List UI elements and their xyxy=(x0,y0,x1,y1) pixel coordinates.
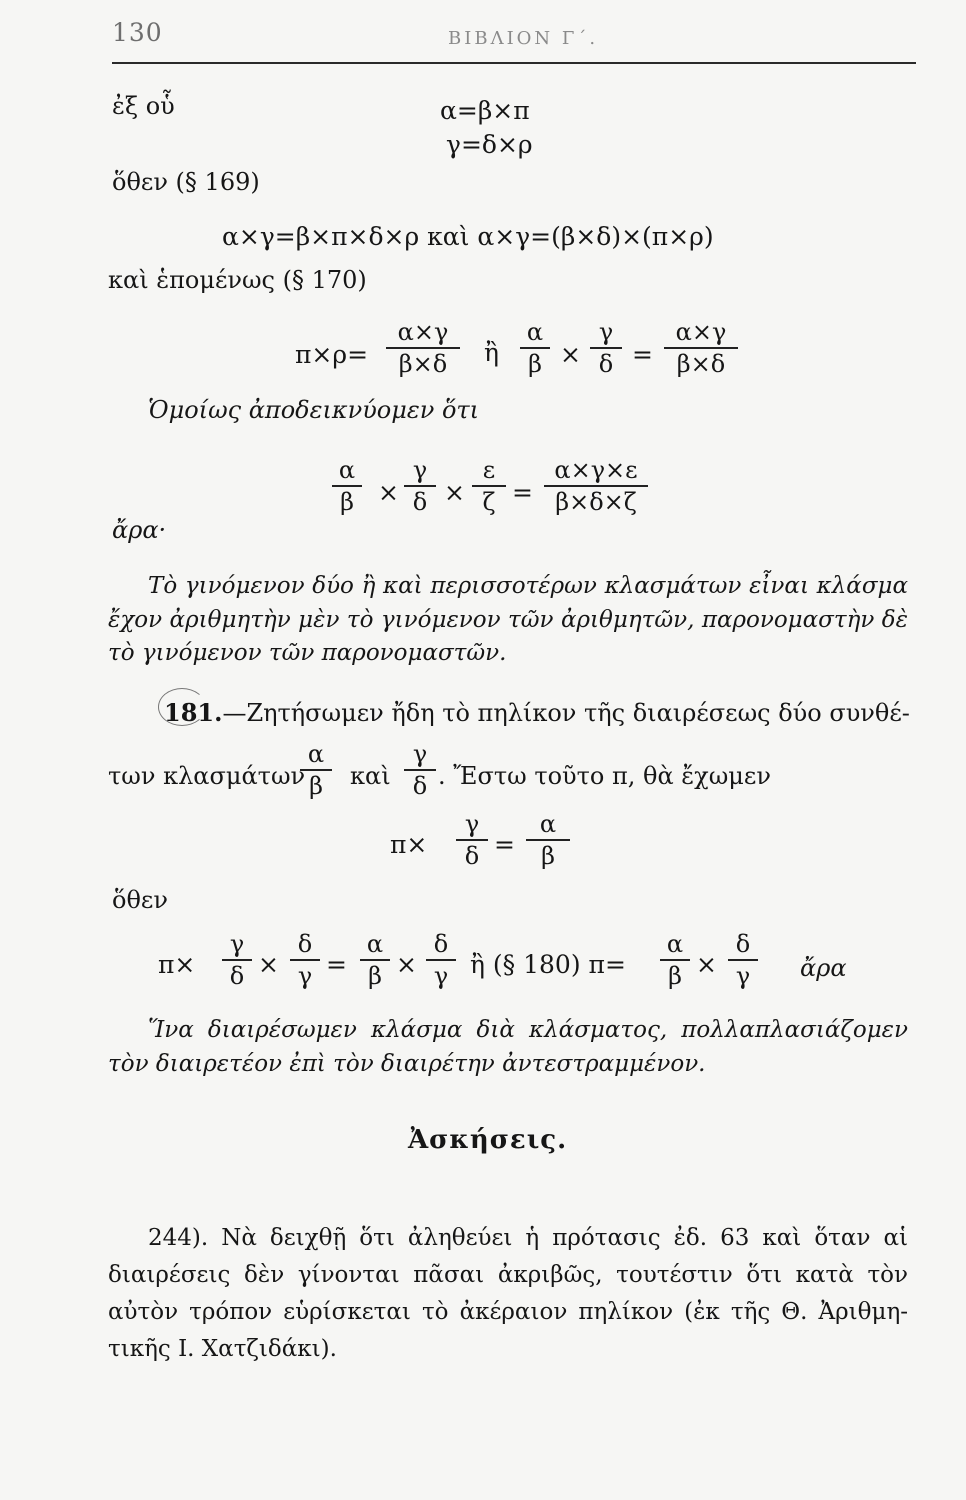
pi-times-lhs-2: π× xyxy=(158,950,196,979)
section-181-line2a: των κλασμάτων xyxy=(108,762,306,790)
label-kai-epomenos: καὶ ἑπομένως (§ 170) xyxy=(108,266,367,294)
pi-rho-lhs: π×ρ= xyxy=(295,340,369,369)
fraction-a-b-5: $\frac{\alpha}{\beta}$ xyxy=(360,932,390,988)
fraction-a-b-2: $\frac{\alpha}{\beta}$ xyxy=(332,458,362,514)
fraction-d-g: $\frac{\delta}{\gamma}$ xyxy=(290,932,320,988)
times-sign-4: × xyxy=(258,950,279,979)
section-181-line1: —Ζητήσωμεν ἤδη τὸ πηλίκον τῆς διαιρέσεως δύο συνθέ- xyxy=(222,699,910,727)
label-hothen-169: ὅθεν (§ 169) xyxy=(112,168,260,196)
fraction-ag-bd-result: $\frac{\alpha\times\gamma}{\beta\times\delta}$ xyxy=(664,320,738,376)
fraction-a-b-3: $\frac{\alpha}{\beta}$ xyxy=(300,742,332,798)
fraction-g-d-4: $\frac{\gamma}{\delta}$ xyxy=(456,812,488,868)
equation-gamma: γ=δ×ρ xyxy=(446,130,533,159)
page-number: 130 xyxy=(112,18,163,47)
fraction-e-z: $\frac{\varepsilon}{\zeta}$ xyxy=(472,458,506,514)
exercises-heading: Ἀσκήσεις. xyxy=(408,1125,568,1155)
or-180-pi: ἢ (§ 180) π= xyxy=(470,950,626,979)
exercise-244: 244). Νὰ δειχθῇ ὅτι ἀληθεύει ἡ πρότασις ἐδ. 63 καὶ ὅταν αἱ διαιρέσεις δὲν γίνονται πᾶσαι ἀκριβῶς, τουτέστιν ὅτι κατὰ τὸν αὐτὸν τρόπον εὑρίσκεται τὸ ἀκέραιον πηλίκον (ἐκ τῆς Θ. Ἀριθμη-τικῆς Ι. Χατζιδάκι). xyxy=(108,1225,908,1362)
times-sign-3: × xyxy=(444,478,465,507)
label-hothen-2: ὅθεν xyxy=(112,886,168,914)
fraction-age-bdz: $\frac{\alpha\times\gamma\times\varepsilon}{\beta\times\delta\times\zeta}$ xyxy=(544,458,648,514)
fraction-g-d: $\frac{\gamma}{\delta}$ xyxy=(590,320,622,376)
label-ara: ἄρα· xyxy=(112,516,167,544)
fraction-g-d-2: $\frac{\gamma}{\delta}$ xyxy=(404,458,436,514)
product-rule-paragraph: Τὸ γινόμενον δύο ἢ καὶ περισσοτέρων κλασμάτων εἶναι κλάσμα ἔχον ἀριθμητὴν μὲν τὸ γινόμενον τῶν ἀριθμητῶν, παρονομαστὴν δὲ τὸ γινόμενον τῶν παρονομαστῶν. xyxy=(108,573,908,666)
fraction-a-b-6: $\frac{\alpha}{\beta}$ xyxy=(660,932,690,988)
equation-products: α×γ=β×π×δ×ρ καὶ α×γ=(β×δ)×(π×ρ) xyxy=(222,222,714,251)
section-181-line2b: . Ἔστω τοῦτο π, θὰ ἔχωμεν xyxy=(438,762,771,790)
or-word: ἢ xyxy=(484,338,499,367)
fraction-ag-bd: $\frac{\alpha\times\gamma}{\beta\times\delta}$ xyxy=(386,320,460,376)
equals-sign-4: = xyxy=(326,950,347,979)
fraction-a-b: $\frac{\alpha}{\beta}$ xyxy=(520,320,550,376)
times-sign: × xyxy=(560,340,581,369)
fraction-g-d-3: $\frac{\gamma}{\delta}$ xyxy=(404,742,436,798)
equals-sign: = xyxy=(632,340,653,369)
running-title: ΒΙΒΛΙΟΝ Γ΄. xyxy=(448,28,599,49)
times-sign-2: × xyxy=(378,478,399,507)
times-sign-6: × xyxy=(696,950,717,979)
times-sign-5: × xyxy=(396,950,417,979)
fraction-a-b-4: $\frac{\alpha}{\beta}$ xyxy=(526,812,570,868)
pi-times-lhs: π× xyxy=(390,830,428,859)
fraction-d-g-3: $\frac{\delta}{\gamma}$ xyxy=(728,932,758,988)
fraction-d-g-2: $\frac{\delta}{\gamma}$ xyxy=(426,932,456,988)
division-rule-paragraph: Ἵνα διαιρέσωμεν κλάσμα διὰ κλάσματος, πολλαπλασιάζομεν τὸν διαιρετέον ἐπὶ τὸν διαιρέτην ἀντεστραμμένον. xyxy=(108,1017,908,1077)
equals-sign-2: = xyxy=(512,478,533,507)
section-number: 181. xyxy=(164,698,223,727)
fraction-g-d-5: $\frac{\gamma}{\delta}$ xyxy=(222,932,252,988)
label-ara-2: ἄρα xyxy=(800,954,847,982)
header-rule xyxy=(112,62,916,64)
equals-sign-3: = xyxy=(494,830,515,859)
label-homoios: Ὁμοίως ἀποδεικνύομεν ὅτι xyxy=(148,396,480,424)
equation-alpha: α=β×π xyxy=(440,96,530,125)
label-ex-ou: ἐξ οὗ xyxy=(112,92,175,120)
and-word: καὶ xyxy=(350,762,391,790)
